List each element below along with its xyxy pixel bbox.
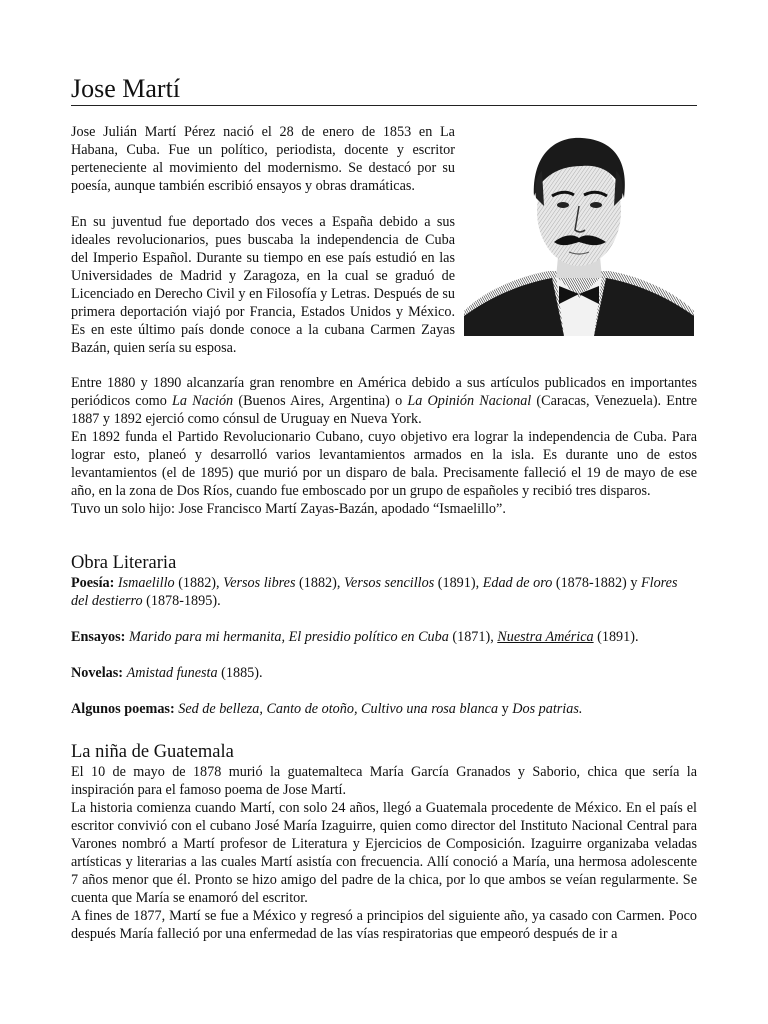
guatemala-paragraph-1: El 10 de mayo de 1878 murió la guatemalteca María García Granados y Saborio, chica que sería la inspiración para el famoso poema de Jose Martí. — [71, 764, 697, 798]
guatemala-section — [71, 741, 697, 943]
newspaper-title: La Nación — [172, 393, 234, 409]
obra-literaria-section — [71, 552, 697, 718]
portrait-engraving — [464, 126, 694, 336]
guatemala-paragraph-3: A fines de 1877, Martí se fue a México y regresó a principios del siguiente año, ya casado con Carmen. Poco después María falleció por una enfermedad de las vías respiratorias que empeoró después de ir a — [71, 908, 697, 942]
section-heading-guatemala: La niña de Guatemala — [71, 742, 234, 762]
obra-novelas: Novelas: Amistad funesta (1885). — [71, 665, 263, 681]
biography-section — [71, 374, 697, 518]
page-title: Jose Martí — [71, 74, 697, 106]
guatemala-paragraph-2: La historia comienza cuando Martí, con solo 24 años, llegó a Guatemala procedente de México. En el país el escritor convivió con el cubano José María Izaguirre, quien como director del Instituto Nacional Central para Varones nombró a Martí profesor de Literatura y Ejercicios de Composición. Izaguirre organizaba veladas artísticas y literarias a las cuales Martí asistía con frecuencia. Allí conoció a María, una hermosa adolescente 7 años menor que él. Pronto se hizo amigo del padre de la chica, por lo que ambos se veían regularmente. Se cuenta que María se enamoró del escritor. — [71, 800, 697, 906]
intro-section — [71, 123, 455, 357]
bio-paragraph-periodicals: Entre 1880 y 1890 alcanzaría gran renombre en América debido a sus artículos publicados en importantes periódicos como La Nación (Buenos Aires, Argentina) o La Opinión Nacional (Caracas, Venezuela). Entre 1887 y 1892 ejerció como cónsul de Uruguay en Nueva York. — [71, 375, 697, 427]
intro-paragraph-2: En su juventud fue deportado dos veces a España debido a sus ideales revolucionarios, pues buscaba la independencia de Cuba del Imperio Español. Durante su tiempo en ese país estudió en las Universidades de Madrid y Zaragoza, en la cual se graduó de Licenciado en Derecho Civil y en Filosofía y Letras. Después de su primera deportación viajó por Francia, Estados Unidos y México. Es en este último país donde conoce a la cubana Carmen Zayas Bazán, quien sería su esposa. — [71, 214, 455, 356]
newspaper-title: La Opinión Nacional — [407, 393, 532, 409]
section-heading-obra: Obra Literaria — [71, 553, 177, 573]
intro-paragraph-1: Jose Julián Martí Pérez nació el 28 de enero de 1853 en La Habana, Cuba. Fue un político, periodista, docente y escritor perteneciente al movimiento del modernismo. Se destacó por su poesía, aunque también escribió ensayos y obras dramáticas. — [71, 124, 455, 194]
bio-paragraph-party: En 1892 funda el Partido Revolucionario Cubano, cuyo objetivo era lograr la independencia de Cuba. Para lograr esto, planeó y desarrolló varios levantamientos armados en la isla. Es durante uno de estos levantamientos (el de 1895) que murió por un disparo de bala. Precisamente falleció el 19 de mayo de ese año, en la zona de Dos Ríos, cuando fue emboscado por un grupo de españoles y recibió tres disparos. — [71, 429, 697, 499]
obra-ensayos: Ensayos: Marido para mi hermanita, El presidio político en Cuba (1871), Nuestra América (1891). — [71, 629, 639, 645]
nuestra-america-link[interactable]: Nuestra América — [497, 629, 594, 645]
obra-poemas: Algunos poemas: Sed de belleza, Canto de otoño, Cultivo una rosa blanca y Dos patrias. — [71, 701, 583, 717]
obra-poesia: Poesía: Ismaelillo (1882), Versos libres (1882), Versos sencillos (1891), Edad de oro (1878-1882) y Flores del destierro (1878-1895). — [71, 575, 678, 609]
bio-paragraph-son: Tuvo un solo hijo: Jose Francisco Martí Zayas-Bazán, apodado “Ismaelillo”. — [71, 501, 506, 517]
